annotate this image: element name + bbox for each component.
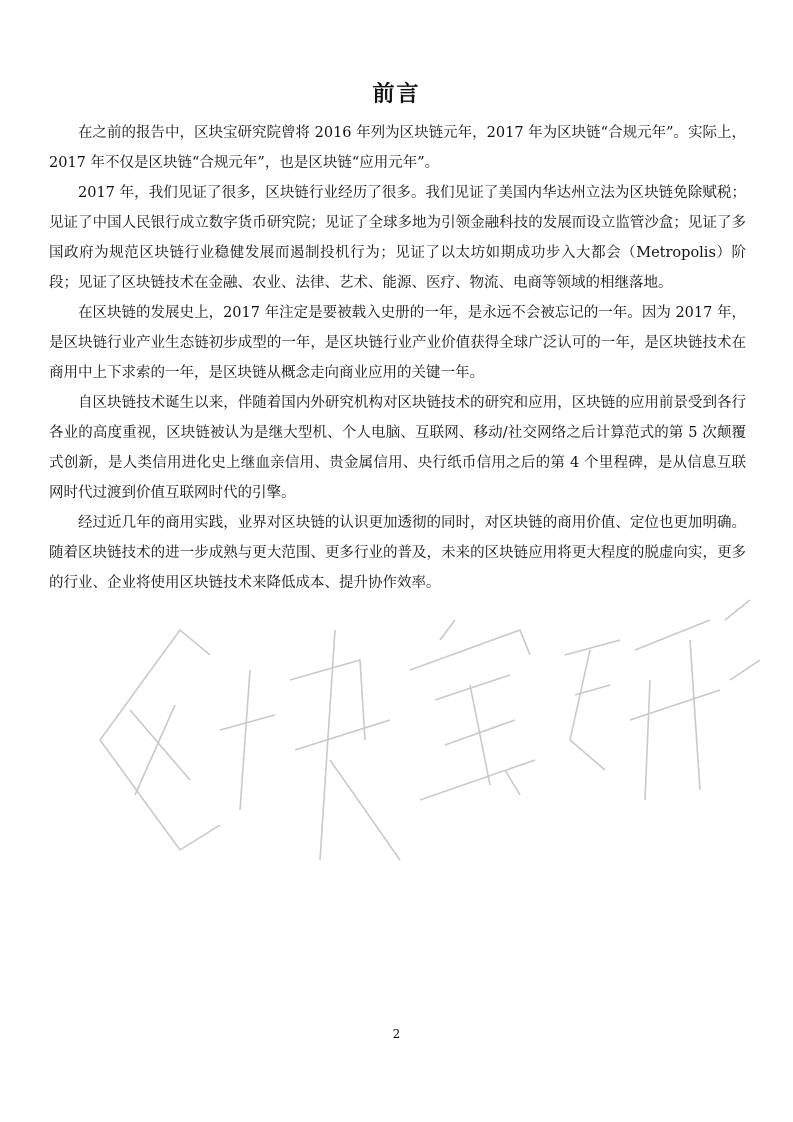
paragraph: 自区块链技术诞生以来，伴随着国内外研究机构对区块链技术的研究和应用，区块链的应用前景受到各行各业的高度重视，区块链被认为是继大型机、个人电脑、互联网、移动/社交网络之后计算范式的第 5 次颠覆式创新，是人类信用进化史上继血亲信用、贵金属信用、央行纸币信用之后的第 4 个里程碑，是从信息互联网时代过渡到价值互联网时代的引擎。 [49,395,746,501]
paragraph: 经过近几年的商用实践，业界对区块链的认识更加透彻的同时，对区块链的商用价值、定位也更加明确。随着区块链技术的进一步成熟与更大范围、更多行业的普及，未来的区块链应用将更大程度的脱虚向实，更多的行业、企业将使用区块链技术来降低成本、提升协作效率。 [49,515,746,591]
paragraph: 在区块链的发展史上，2017 年注定是要被载入史册的一年，是永远不会被忘记的一年。因为 2017 年，是区块链行业产业生态链初步成型的一年，是区块链行业产业价值获得全球广泛认可的一年，是区块链技术在商用中上下求索的一年，是区块链从概念走向商业应用的关键一年。 [49,305,746,381]
page-title: 前言 [372,82,421,107]
paragraph: 在之前的报告中，区块宝研究院曾将 2016 年列为区块链元年，2017 年为区块链“合规元年”。实际上，2017 年不仅是区块链“合规元年”，也是区块链“应用元年”。 [49,125,746,171]
page-number: 2 [392,1027,401,1041]
document-body [49,118,746,598]
paragraph: 2017 年，我们见证了很多，区块链行业经历了很多。我们见证了美国内华达州立法为区块链免除赋税；见证了中国人民银行成立数字货币研究院；见证了全球多地为引领金融科技的发展而设立监管沙盒；见证了多国政府为规范区块链行业稳健发展而遏制投机行为；见证了以太坊如期成功步入大都会（Metropolis）阶段；见证了区块链技术在金融、农业、法律、艺术、能源、医疗、物流、电商等领域的相继落地。 [49,185,746,291]
watermark-logo [60,560,760,900]
